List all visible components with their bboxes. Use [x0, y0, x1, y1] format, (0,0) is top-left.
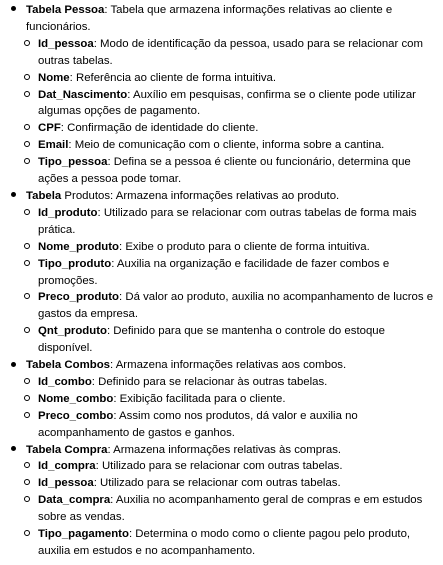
table-description: : Armazena informações relativas aos combos. — [110, 359, 347, 372]
table-prefix: Tabela — [26, 4, 62, 16]
field-name: Tipo_pagamento — [38, 528, 129, 541]
field-item — [0, 289, 439, 323]
field-description: : Exibição facilitada para o cliente. — [113, 392, 286, 405]
circle-bullet-icon — [22, 289, 32, 306]
field-name: Dat_Nascimento — [38, 88, 128, 101]
table-prefix: Tabela — [26, 189, 62, 202]
table-name: Combos — [64, 359, 110, 372]
circle-bullet-icon — [22, 323, 32, 340]
field-description: : Utilizado para se relacionar com outras tabelas. — [95, 460, 343, 473]
field-item — [0, 526, 439, 560]
field-name: Tipo_pessoa — [38, 156, 108, 169]
circle-bullet-icon — [22, 120, 32, 137]
circle-bullet-icon — [22, 239, 32, 256]
field-description: : Definido para que se mantenha o controle do estoque disponível. — [38, 325, 385, 355]
field-list-compra — [0, 458, 439, 559]
circle-bullet-icon — [22, 154, 32, 171]
circle-bullet-icon — [22, 87, 32, 104]
field-item — [0, 475, 439, 492]
field-description: : Determina o modo como o cliente pagou pelo produto, auxilia em estudos e no acompanhamento. — [38, 528, 411, 557]
field-description: : Assim como nos produtos, dá valor e auxilia no acompanhamento de gastos e ganhos. — [38, 409, 358, 439]
table-heading — [26, 188, 439, 205]
field-description: : Referência ao cliente de forma intuitiva. — [69, 71, 277, 84]
circle-bullet-icon — [22, 70, 32, 87]
field-name: Email — [38, 139, 69, 152]
field-item — [0, 137, 439, 154]
field-name: Nome_combo — [38, 392, 114, 405]
field-name: Id_compra — [38, 460, 96, 473]
field-item — [0, 36, 439, 70]
table-prefix: Tabela — [26, 359, 62, 372]
field-item — [0, 256, 439, 290]
bullet-icon — [8, 188, 18, 205]
table-name: Pessoa — [64, 4, 105, 16]
field-list-combos — [0, 374, 439, 442]
table-description: : Armazena informações relativas ao produto. — [110, 189, 340, 202]
table-entry-produtos — [0, 188, 439, 205]
field-name: Preco_produto — [38, 291, 120, 304]
field-description: : Auxilia na organização e facilidade de fazer combos e promoções. — [38, 257, 390, 287]
field-item — [0, 87, 439, 121]
table-heading — [26, 357, 439, 374]
field-item — [0, 492, 439, 526]
field-description: : Meio de comunicação com o cliente, informa sobre a cantina. — [68, 139, 385, 152]
field-item — [0, 70, 439, 87]
field-name: Nome — [38, 71, 70, 84]
circle-bullet-icon — [22, 408, 32, 425]
circle-bullet-icon — [22, 256, 32, 273]
circle-bullet-icon — [22, 137, 32, 154]
field-item — [0, 323, 439, 357]
field-item — [0, 408, 439, 442]
bullet-icon — [8, 442, 18, 459]
field-name: Data_compra — [38, 494, 111, 507]
circle-bullet-icon — [22, 36, 32, 53]
field-item — [0, 239, 439, 256]
field-description: : Dá valor ao produto, auxilia no acompanhamento de lucros e gastos da empresa. — [38, 291, 434, 321]
table-description: : Tabela que armazena informações relativas ao cliente e funcionários. — [26, 4, 393, 33]
bullet-icon — [8, 2, 18, 19]
field-item — [0, 391, 439, 408]
circle-bullet-icon — [22, 391, 32, 408]
circle-bullet-icon — [22, 458, 32, 475]
table-heading — [26, 442, 439, 459]
field-description: : Auxilia no acompanhamento geral de compras e em estudos sobre as vendas. — [38, 494, 423, 524]
field-name: Id_produto — [38, 206, 98, 219]
field-description: : Exibe o produto para o cliente de forma intuitiva. — [119, 240, 370, 253]
circle-bullet-icon — [22, 492, 32, 509]
field-list-produtos — [0, 205, 439, 357]
circle-bullet-icon — [22, 526, 32, 543]
table-heading — [26, 2, 439, 36]
circle-bullet-icon — [22, 475, 32, 492]
field-item — [0, 154, 439, 188]
field-name: CPF — [38, 122, 61, 135]
field-description: : Utilizado para se relacionar com outras tabelas. — [93, 477, 341, 490]
field-description: : Confirmação de identidade do cliente. — [60, 122, 259, 135]
field-list-pessoa — [0, 36, 439, 188]
field-item — [0, 205, 439, 239]
table-entry-combos — [0, 357, 439, 374]
field-description: : Modo de identificação da pessoa, usado para se relacionar com outras tabelas. — [38, 37, 423, 67]
table-entry-pessoa — [0, 2, 439, 36]
table-name: Produtos — [64, 189, 111, 202]
field-name: Preco_combo — [38, 409, 114, 422]
field-name: Qnt_produto — [38, 325, 107, 338]
table-entry-compra — [0, 442, 439, 459]
bullet-icon — [8, 357, 18, 374]
circle-bullet-icon — [22, 374, 32, 391]
field-item — [0, 458, 439, 475]
field-description: : Definido para se relacionar às outras tabelas. — [91, 375, 328, 388]
field-description: : Utilizado para se relacionar com outras tabelas de forma mais prática. — [38, 206, 417, 236]
field-item — [0, 374, 439, 391]
field-name: Id_pessoa — [38, 37, 94, 50]
circle-bullet-icon — [22, 205, 32, 222]
field-item — [0, 120, 439, 137]
field-name: Nome_produto — [38, 240, 119, 253]
table-name: Compra — [64, 443, 108, 456]
field-description: : Defina se a pessoa é cliente ou funcionário, determina que ações a pessoa pode tomar. — [38, 156, 411, 186]
table-description: : Armazena informações relativas às compras. — [107, 443, 342, 456]
field-name: Id_combo — [38, 375, 92, 388]
field-name: Tipo_produto — [38, 257, 112, 270]
table-prefix: Tabela — [26, 443, 62, 456]
field-description: : Auxílio em pesquisas, confirma se o cliente pode utilizar algumas opções de pagamento. — [38, 88, 416, 118]
field-name: Id_pessoa — [38, 477, 94, 490]
